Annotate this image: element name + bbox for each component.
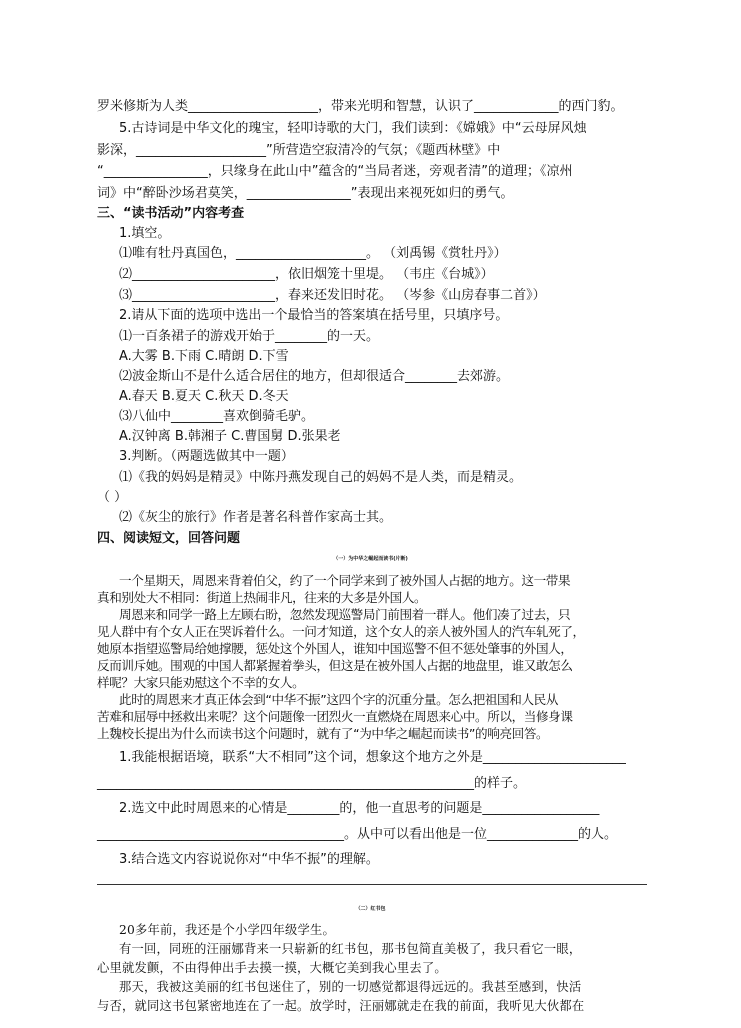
passage-line: 她原本指望巡警局给她撑腰，惩处这个外国人，谁知中国巡警不但不惩处肇事的外国人， <box>97 641 573 656</box>
text-line: 影深，____________________”所营造空寂清冷的气氛；《题西林壁》中 <box>97 143 501 158</box>
options-line: A.春天 B.夏天 C.秋天 D.冬天 <box>119 389 289 404</box>
passage-question: 2.选文中此时周恩来的心情是________的，他一直思考的问题是__________________ <box>119 801 600 816</box>
passage-line: 上魏校长提出为什么而读书这个问题时，就有了“为中华之崛起而读书”的响亮回答。 <box>97 726 549 741</box>
question-line: ⑴一百条裙子的游戏开始于________的一天。 <box>119 329 380 344</box>
passage-line: 20多年前，我还是个小学四年级学生。 <box>119 923 335 937</box>
passage-question: 1.我能根据语境，联系“大不相同”这个词，想象这个地方之外是______________________ <box>119 750 626 765</box>
item-heading: 1.填空。 <box>119 226 171 241</box>
passage-question: 3.结合选文内容说说你对“中华不振”的理解。 <box>119 852 379 867</box>
options-line: A.汉钟离 B.韩湘子 C.曹国舅 D.张果老 <box>119 429 341 444</box>
passage-line: 有一回，同班的汪丽娜背来一只崭新的红书包，那书包简直美极了，我只看它一眼， <box>119 942 582 956</box>
text-line: 罗米修斯为人类____________________，带来光明和智慧，认识了_____________的西门豹。 <box>97 99 624 114</box>
text-line: 词》中“醉卧沙场君莫笑，________________”表现出来视死如归的勇气。 <box>97 186 514 201</box>
fill-in-line: ⑶______________________，春来还发旧时花。 （岑参《山房春事二首》） <box>119 288 546 303</box>
options-line: A.大雾 B.下雨 C.晴朗 D.下雪 <box>119 349 289 364</box>
answer-rule <box>97 884 647 885</box>
passage-line: 周恩来和同学一路上左顾右盼，忽然发现巡警局门前围着一群人。他们凑了过去，只 <box>119 607 571 622</box>
passage-line: 一个星期天，周恩来背着伯父，约了一个同学来到了被外国人占据的地方。这一带果 <box>119 573 571 588</box>
passage-line: 与否，就同这书包紧密地连在了一起。放学时，汪丽娜就走在我的前面，我听见大伙都在 <box>97 999 585 1013</box>
passage-1-title: （一）为中华之崛起而读书(片断) <box>333 556 408 562</box>
item-heading: 3.判断。（两题选做其中一题） <box>119 449 294 464</box>
passage-line: 苦难和屈辱中拯救出来呢？这个问题像一团烈火一直燃烧在周恩来心中。所以，当修身课 <box>97 709 573 724</box>
section-3-heading: 三、“读书活动”内容考查 <box>97 206 245 221</box>
passage-line: 此时的周恩来才真正体会到“中华不振”这四个字的沉重分量。怎么把祖国和人民从 <box>119 692 559 707</box>
passage-line: 样呢？大家只能劝慰这个不幸的女人。 <box>97 675 305 690</box>
question-line: ⑵波金斯山不是什么适合居住的地方，但却很适合________去郊游。 <box>119 369 510 384</box>
judgement-line: ⑴《我的妈妈是精灵》中陈丹燕发现自己的妈妈不是人类，而是精灵。 <box>119 470 523 485</box>
text-line: “________________，只缘身在此山中”蕴含的“当局者迷，旁观者清”的道理；《凉州 <box>97 164 573 179</box>
question-5-line: 5.古诗词是中华文化的瑰宝，轻叩诗歌的大门，我们读到：《嫦娥》中“云母屏风烛 <box>119 121 587 136</box>
passage-question-continued: ______________________________________。从中可以看出他是一位______________的人。 <box>97 827 618 842</box>
answer-parentheses: （ ） <box>97 490 128 505</box>
passage-line: 见人群中有个女人正在哭诉着什么。一问才知道，这个女人的亲人被外国人的汽车轧死了， <box>97 624 585 639</box>
fill-in-line: ⑴唯有牡丹真国色，____________________。 （刘禹锡《赏牡丹》） <box>119 246 507 261</box>
question-line: ⑶八仙中________喜欢倒骑毛驴。 <box>119 409 315 424</box>
passage-line: 真和别处大不相同：街道上热闹非凡，往来的大多是外国人。 <box>97 590 427 605</box>
passage-line: 心里就发颤，不由得伸出手去摸一摸，大概它美到我心里去了。 <box>97 961 447 975</box>
passage-line: 那天，我被这美丽的红书包迷住了，别的一切感觉都退得远远的。我甚至感到，快活 <box>119 980 582 994</box>
item-heading: 2.请从下面的选项中选出一个最恰当的答案填在括号里，只填序号。 <box>119 308 509 323</box>
judgement-line: ⑵《灰尘的旅行》作者是著名科普作家高士其。 <box>119 510 393 525</box>
passage-question-continued: __________________________________________________________的样子。 <box>97 776 527 791</box>
section-4-heading: 四、阅读短文，回答问题 <box>97 531 241 546</box>
fill-in-line: ⑵______________________，依旧烟笼十里堤。 （韦庄《台城》） <box>119 267 494 282</box>
passage-line: 反而训斥她。围观的中国人都紧握着拳头，但这是在被外国人占据的地盘里，谁又敢怎么 <box>97 658 573 673</box>
passage-2-title: （二）红书包 <box>355 906 386 912</box>
